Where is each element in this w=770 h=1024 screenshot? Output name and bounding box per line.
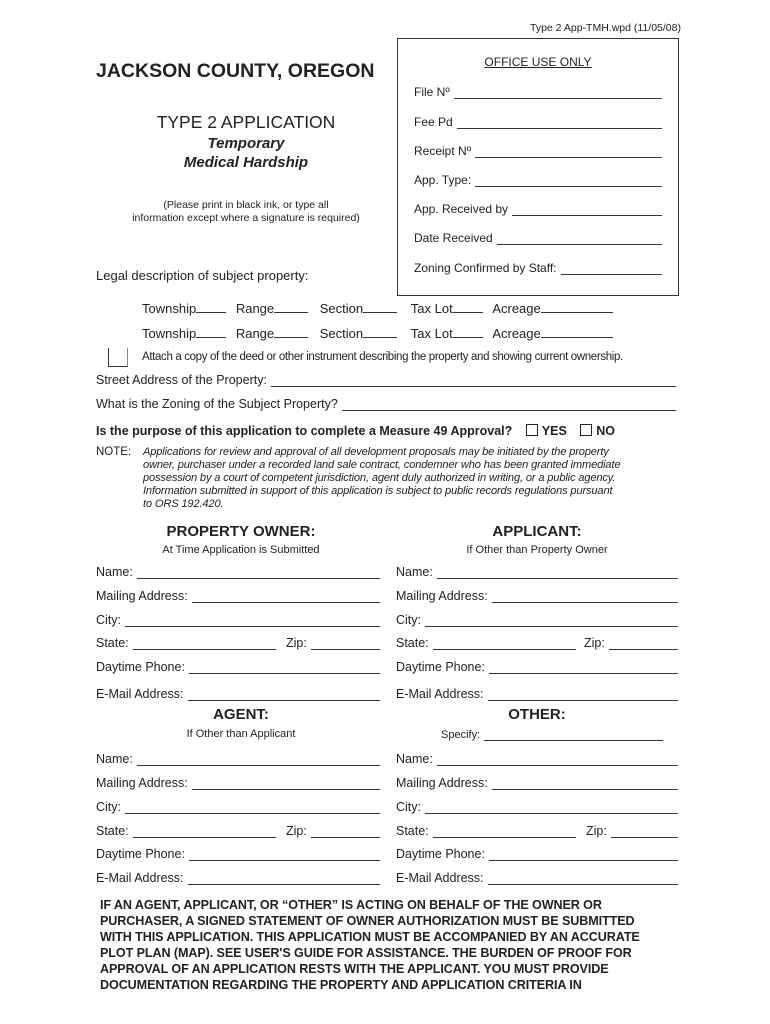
street-address-field[interactable]: Street Address of the Property: — [96, 373, 676, 387]
applicant-city-field[interactable]: City: — [396, 613, 678, 627]
subtitle-temporary: Temporary — [207, 135, 285, 152]
applicant-subtitle: If Other than Property Owner — [466, 544, 608, 556]
office-field-zoning-confirmed[interactable]: Zoning Confirmed by Staff: — [414, 261, 662, 275]
agent-zip-field[interactable]: Zip: — [286, 824, 380, 838]
agent-city-field[interactable]: City: — [96, 800, 380, 814]
print-instructions-2: information except where a signature is required) — [132, 212, 360, 224]
measure49-no[interactable]: NO — [580, 424, 615, 438]
other-city-field[interactable]: City: — [396, 800, 678, 814]
county-title: JACKSON COUNTY, OREGON — [96, 60, 375, 82]
other-email-field[interactable]: E-Mail Address: — [396, 871, 678, 885]
measure49-yes[interactable]: YES — [526, 424, 567, 438]
other-zip-field[interactable]: Zip: — [586, 824, 678, 838]
owner-state-field[interactable]: State: — [96, 636, 276, 650]
other-phone-field[interactable]: Daytime Phone: — [396, 847, 678, 861]
other-mailing-field[interactable]: Mailing Address: — [396, 776, 678, 790]
agent-mailing-field[interactable]: Mailing Address: — [96, 776, 380, 790]
yes-checkbox[interactable] — [526, 424, 538, 436]
other-specify-field[interactable]: Specify: — [441, 728, 663, 741]
measure49-question: Is the purpose of this application to complete a Measure 49 Approval? YES NO — [96, 424, 616, 438]
legal-row-2[interactable]: Township Range Section Tax Lot Acreage — [142, 325, 613, 341]
agent-phone-field[interactable]: Daytime Phone: — [96, 847, 380, 861]
owner-mailing-field[interactable]: Mailing Address: — [96, 589, 380, 603]
note-label: NOTE: — [96, 446, 132, 458]
applicant-mailing-field[interactable]: Mailing Address: — [396, 589, 678, 603]
application-title: TYPE 2 APPLICATION — [156, 112, 336, 132]
office-use-box — [397, 38, 679, 296]
no-checkbox[interactable] — [580, 424, 592, 436]
print-instructions-1: (Please print in black ink, or type all — [163, 199, 329, 211]
agent-title: AGENT: — [213, 706, 269, 723]
applicant-email-field[interactable]: E-Mail Address: — [396, 687, 678, 701]
applicant-name-field[interactable]: Name: — [396, 565, 678, 579]
other-state-field[interactable]: State: — [396, 824, 576, 838]
applicant-phone-field[interactable]: Daytime Phone: — [396, 660, 678, 674]
legal-description-label: Legal description of subject property: — [96, 268, 309, 283]
other-title: OTHER: — [508, 706, 566, 723]
applicant-state-field[interactable]: State: — [396, 636, 576, 650]
subtitle-medical-hardship: Medical Hardship — [183, 154, 309, 171]
office-field-fee[interactable]: Fee Pd — [414, 115, 662, 129]
property-owner-title: PROPERTY OWNER: — [166, 523, 316, 540]
agent-name-field[interactable]: Name: — [96, 752, 380, 766]
office-use-title: OFFICE USE ONLY — [484, 55, 592, 69]
property-owner-subtitle: At Time Application is Submitted — [162, 544, 320, 556]
office-field-date-received[interactable]: Date Received — [414, 231, 662, 245]
zoning-field[interactable]: What is the Zoning of the Subject Property? — [96, 397, 676, 411]
note-text: Applications for review and approval of all development proposals may be initiated by the property owner, purchaser under a recorded land sale contract, condemner who has been granted immediate possession by a court of competent jurisdiction, agent duly authorized in writing, or a public agency. Information submitted in support of this application is subject to public records regulations pursuant to ORS 192.420. — [143, 446, 621, 510]
attach-deed-checkbox[interactable] — [108, 348, 128, 367]
other-name-field[interactable]: Name: — [396, 752, 678, 766]
agent-subtitle: If Other than Applicant — [186, 728, 296, 740]
attach-deed-text: Attach a copy of the deed or other instrument describing the property and showing current ownership. — [142, 351, 623, 363]
owner-email-field[interactable]: E-Mail Address: — [96, 687, 380, 701]
agent-state-field[interactable]: State: — [96, 824, 276, 838]
office-field-received-by[interactable]: App. Received by — [414, 202, 662, 216]
office-field-file[interactable]: File Nº — [414, 85, 662, 99]
owner-city-field[interactable]: City: — [96, 613, 380, 627]
owner-name-field[interactable]: Name: — [96, 565, 380, 579]
agent-email-field[interactable]: E-Mail Address: — [96, 871, 380, 885]
applicant-title: APPLICANT: — [492, 523, 582, 540]
owner-zip-field[interactable]: Zip: — [286, 636, 380, 650]
owner-phone-field[interactable]: Daytime Phone: — [96, 660, 380, 674]
legal-row-1[interactable]: Township Range Section Tax Lot Acreage — [142, 300, 613, 316]
office-field-app-type[interactable]: App. Type: — [414, 173, 662, 187]
applicant-zip-field[interactable]: Zip: — [584, 636, 678, 650]
file-reference: Type 2 App-TMH.wpd (11/05/08) — [530, 22, 681, 34]
authorization-notice: IF AN AGENT, APPLICANT, OR “OTHER” IS ACTING ON BEHALF OF THE OWNER OR PURCHASER, A SIGNED STATEMENT OF OWNER AUTHORIZATION MUST BE SUBMITTED WITH THIS APPLICATION. THIS APPLICATION MUST BE ACCOMPANIED BY AN ACCURATE PLOT PLAN (MAP). SEE USER'S GUIDE FOR ASSISTANCE. THE BURDEN OF PROOF FOR APPROVAL OF AN APPLICATION RESTS WITH THE APPLICANT. YOU MUST PROVIDE DOCUMENTATION REGARDING THE PROPERTY AND APPLICATION CRITERIA IN — [100, 898, 640, 992]
office-field-receipt[interactable]: Receipt Nº — [414, 144, 662, 158]
